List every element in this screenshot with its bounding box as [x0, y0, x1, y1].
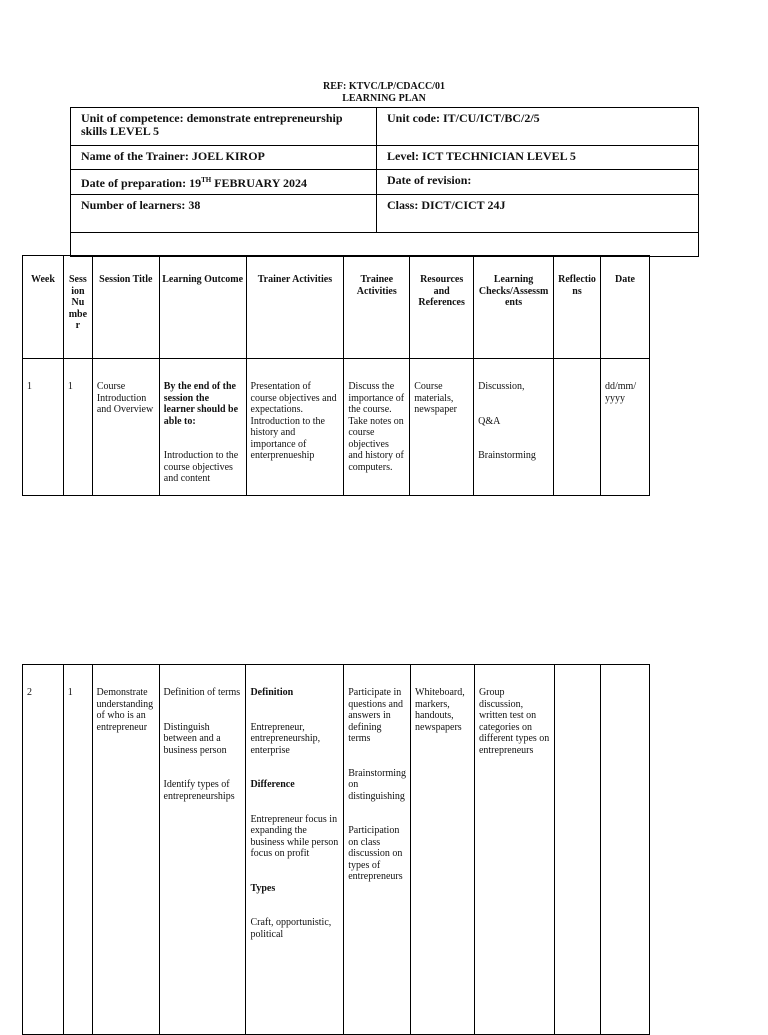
date-prep-sup: TH	[201, 176, 212, 184]
row1-resources: Course materials, newspaper	[410, 359, 474, 496]
row1-check-1: Discussion,	[478, 381, 525, 392]
level: Level: ICT TECHNICIAN LEVEL 5	[377, 146, 699, 170]
unit-of-competence: Unit of competence: demonstrate entrepreneurship skills LEVEL 5	[71, 108, 377, 146]
number-of-learners: Number of learners: 38	[71, 195, 377, 233]
date-of-revision: Date of revision:	[377, 170, 699, 195]
row2-outcomes	[159, 665, 246, 1035]
row1-trainee: Discuss the importance of the course. Take notes on course objectives and history of computers.	[344, 359, 410, 496]
row2-trainer-heading-2: Difference	[250, 779, 295, 790]
row2-week: 2	[23, 665, 64, 1035]
table-row	[23, 359, 650, 496]
col-learning-outcome: Learning Outcome	[159, 256, 246, 359]
date-of-preparation	[71, 170, 377, 195]
row2-reflections	[554, 665, 601, 1035]
ref-code: REF: KTVC/LP/CDACC/01	[323, 81, 445, 92]
unit-code: Unit code: IT/CU/ICT/BC/2/5	[377, 108, 699, 146]
row2-trainer-heading-1: Definition	[250, 687, 294, 698]
info-table	[70, 107, 699, 257]
row2-trainer-heading-3: Types	[250, 882, 276, 894]
col-week: Week	[23, 256, 64, 359]
plan-table-continued	[22, 664, 650, 1035]
row1-checks	[474, 359, 554, 496]
row1-outcome-lead: By the end of the session the learner should be able to:	[163, 381, 239, 427]
row2-resources: Whiteboard, markers, handouts, newspapers	[411, 665, 475, 1035]
table-row	[23, 665, 650, 1035]
doc-title: LEARNING PLAN	[342, 93, 426, 104]
row2-trainee-1: Participate in questions and answers in defining terms	[348, 687, 403, 744]
row1-date: dd/mm/ yyyy	[601, 359, 650, 496]
row2-trainer-text-3: Craft, opportunistic, political	[250, 917, 332, 940]
row1-trainer: Presentation of course objectives and expectations. Introduction to the history and importance of enterprenueship	[246, 359, 344, 496]
row2-outcome-2: Distinguish between and a business person	[163, 721, 227, 756]
row2-trainee-3: Participation on class discussion on types of entrepreneurs	[348, 825, 403, 882]
row2-session: 1	[63, 665, 92, 1035]
col-learning-checks: Learning Checks/Assessm ents	[474, 256, 554, 359]
col-date: Date	[601, 256, 650, 359]
col-reflections: Reflectio ns	[554, 256, 601, 359]
row2-trainer-text-2: Entrepreneur focus in expanding the business while person focus on profit	[250, 813, 339, 859]
row2-outcome-3: Identify types of entrepreneurships	[163, 779, 235, 802]
row2-trainer-text-1: Entrepreneur, entrepreneurship, enterprise	[250, 721, 321, 756]
row2-date	[601, 665, 650, 1035]
row1-check-3: Brainstorming	[478, 450, 536, 461]
trainer-name: Name of the Trainer: JOEL KIROP	[71, 146, 377, 170]
row1-title: Course Introduction and Overview	[92, 359, 159, 496]
row2-trainee-2: Brainstorming on distinguishing	[348, 767, 407, 802]
col-session-title: Session Title	[92, 256, 159, 359]
row2-trainee	[344, 665, 411, 1035]
date-prep-prefix: Date of preparation: 19	[81, 176, 202, 190]
plan-table-header	[22, 255, 650, 496]
row1-check-2: Q&A	[478, 415, 501, 427]
col-trainer-activities: Trainer Activities	[246, 256, 344, 359]
row2-trainer	[246, 665, 344, 1035]
row2-checks: Group discussion, written test on categories on different types on entrepreneurs	[474, 665, 554, 1035]
class: Class: DICT/CICT 24J	[377, 195, 699, 233]
row2-outcome-1: Definition of terms	[163, 687, 241, 698]
row1-reflections	[554, 359, 601, 496]
row1-outcome	[159, 359, 246, 496]
row2-title: Demonstrate understanding of who is an entrepreneur	[92, 665, 159, 1035]
col-trainee-activities: Trainee Activities	[344, 256, 410, 359]
col-session-number: Sess ion Nu mbe r	[63, 256, 92, 359]
blank-row	[71, 233, 699, 257]
row1-week: 1	[23, 359, 64, 496]
col-resources: Resources and References	[410, 256, 474, 359]
row1-outcome-text: Introduction to the course objectives and content	[163, 450, 239, 484]
date-prep-suffix: FEBRUARY 2024	[211, 176, 308, 190]
row1-session: 1	[63, 359, 92, 496]
